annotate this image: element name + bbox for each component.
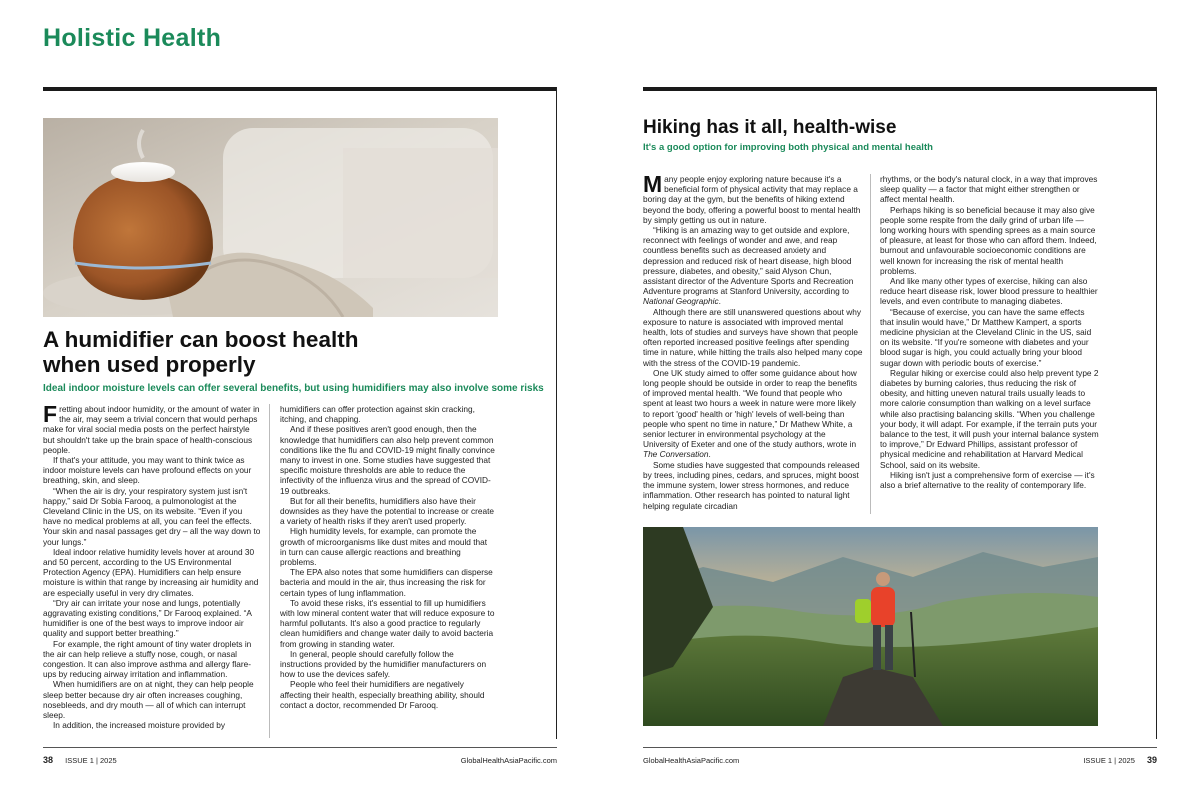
left-top-rule — [43, 87, 557, 91]
left-col2-para-7: In general, people should carefully follow the instructions provided by the humidifier manufacturers on how to use the devices safely. — [280, 648, 487, 680]
left-col1-para-1-text: retting about indoor humidity, or the amount of water in the air, may seem a trivial concern that would perhaps make for viral social media posts on the perfect hairstyle but shouldn't take up the brain space of health-conscious people. — [43, 404, 260, 455]
left-site-url: GlobalHealthAsiaPacific.com — [460, 756, 557, 765]
right-col1-para-5: Some studies have suggested that compounds released by trees, including pines, cedars, and spruces, might boost the immune system, lower stress hormones, and reduce inflammation. Other research has pointed to natural light helping regulate circadian — [643, 459, 860, 511]
left-col2-para-8: People who feel their humidifiers are negatively affecting their health, especially breathing ability, should contact a doctor, recommended Dr Farooq. — [280, 679, 485, 710]
left-issue-label: ISSUE 1 | 2025 — [65, 756, 117, 765]
left-column-divider — [269, 404, 270, 738]
left-col2-para-2: And if these positives aren't good enough, then the knowledge that humidifiers can also help prevent common conditions like the flu and COVID-19 might finally convince many to invest in one. Some studies have suggested that specific moisture thresholds are able to reduce the infectivity of the influenza virus and the spread of COVID-19 outbreaks. — [280, 424, 495, 496]
right-col1-para-2-end: . — [718, 296, 721, 307]
right-col1-para-4-text: One UK study aimed to offer some guidance about how long people should be outside in order to reap the benefits of improved mental health. “We found that people who spent at least two hours a week in nature were more likely to report 'good' health or 'high' levels of well-being than people who spent no time in nature,” Dr Mathew White, a senior lecturer in environmental psychology at the University of Exeter and one of the study authors, wrote in — [643, 367, 858, 450]
right-article-title: Hiking has it all, health-wise — [643, 117, 897, 138]
right-site-url: GlobalHealthAsiaPacific.com — [643, 756, 740, 765]
left-col1-para-4: Ideal indoor relative humidity levels hover at around 30 and 50 percent, according to the US Environmental Protection Agency (EPA). Humidifiers can help ensure moisture is within that range by increasing air humidity and are especially useful in very dry climates. — [43, 546, 259, 598]
right-col1-para-4-end: . — [708, 449, 711, 460]
left-col2-para-6: To avoid these risks, it's essential to fill up humidifiers with low mineral content water that will reduce exposure to harmful pollutants. It's also a good practice to regularly clean humidifiers and change water daily to avoid bacteria from growing in standing water. — [280, 597, 495, 649]
left-col1-para-3: “When the air is dry, your respiratory system just isn't happy,” said Dr Sobia Farooq, a pulmonologist at the Cleveland Clinic in the US, on its website. “Even if you have no medical problems at all, you can feel the effects. Your skin and nasal passages get dry – all the way down to your lungs.” — [43, 485, 261, 547]
right-col1-para-4 — [643, 368, 863, 460]
left-vertical-rule — [556, 87, 557, 739]
right-col2-para-2: Perhaps hiking is so beneficial because it may also give people some respite from the daily grind of urban life — long working hours with spending sprees as a main source of pleasure, at least for those who can afford them. Indeed, burnout and unfavourable socioeconomic conditions are well known for increasing the risk of mental health problems. — [880, 204, 1097, 276]
right-dropcap: M — [643, 171, 663, 197]
right-col2-para-4: “Because of exercise, you can have the same effects that insulin would have,” Dr Matthew Kampert, a sports medicine physician at the Cleveland Clinic in the US, said on its website. “If you're someone with diabetes and your blood sugar is high, you could actually bring your blood sugar down with periodic bouts of exercise.” — [880, 306, 1092, 368]
right-vertical-rule — [1156, 87, 1157, 739]
hiker-photo — [643, 527, 1098, 726]
left-column-1 — [43, 401, 261, 731]
section-title: Holistic Health — [43, 24, 222, 52]
left-col2-para-3: But for all their benefits, humidifiers also have their downsides as they have the potential to increase or create a variety of health risks if they aren't used properly. — [280, 495, 495, 527]
left-col1-para-6: For example, the right amount of tiny water droplets in the air can help relieve a stuffy nose, cough, or nasal congestion. It can also improve asthma and allergy flare-ups by reducing airway irritation and inflammation. — [43, 638, 252, 680]
right-column-divider — [870, 174, 871, 514]
left-col2-para-1: humidifiers can offer protection against skin cracking, itching, and chapping. — [280, 404, 475, 425]
right-top-rule — [643, 87, 1157, 91]
left-col2-para-5: The EPA also notes that some humidifiers can disperse bacteria and mould in the air, thus increasing the risk for certain types of lung inflammation. — [280, 567, 493, 598]
left-article-title — [43, 327, 543, 378]
left-col2-para-4: High humidity levels, for example, can promote the growth of microorganisms like dust mites and mould that in turn can cause allergic reactions and breathing problems. — [280, 526, 488, 568]
right-col2-para-5: Regular hiking or exercise could also help prevent type 2 diabetes by burning calories, thus reducing the risk of obesity, and hitting uneven natural trails usually leads to more calorie consumption than walking on a level surface while also practising balancing skills. “When you challenge your body, it will adapt. For example, if the terrain puts your balance to the test, it will push your internal balance system to improve,” Dr Edward Phillips, assistant professor of physical medicine and rehabilitation at Harvard Medical School, said on its website. — [880, 367, 1099, 470]
right-col1-para-3: Although there are still unanswered questions about why exposure to nature is associated with improved mental health, lots of studies and surveys have shown that people often reported increased positive feelings after spending time in nature, while hitting the trails also helped many cope with the stress of the COVID-19 pandemic. — [643, 306, 863, 368]
left-col1-para-5: “Dry air can irritate your nose and lungs, potentially aggravating existing conditions,” Dr Farooq explained. “A humidifier is one of the best ways to improve indoor air quality and support better breathing.” — [43, 597, 252, 639]
right-col2-para-6: Hiking isn't just a comprehensive form of exercise — it's also a brief alternative to the reality of contemporary life. — [880, 469, 1095, 491]
left-dropcap: F — [43, 401, 58, 427]
left-page-number: 38 — [43, 755, 54, 765]
right-article-deck: It's a good option for improving both physical and mental health — [643, 142, 933, 153]
right-col1-para-1-text: any people enjoy exploring nature because it's a beneficial form of physical activity that may replace a boring day at the gym, but the benefits of hiking extend beyond the body, offering a powerful boost to mental health by simply getting us out in nature. — [643, 174, 861, 225]
left-col1-para-2: If that's your attitude, you may want to think twice as indoor moisture levels can have profound effects on your breathing, skin, and sleep. — [43, 455, 252, 486]
left-column-2 — [280, 404, 495, 710]
right-issue-label: ISSUE 1 | 2025 — [1083, 756, 1135, 765]
humidifier-photo — [43, 118, 498, 317]
right-footer-meta — [1083, 755, 1157, 765]
right-column-1 — [643, 171, 863, 511]
left-footer — [43, 755, 557, 765]
left-article-deck: Ideal indoor moisture levels can offer several benefits, but using humidifiers may also involve some risks — [43, 383, 544, 394]
left-title-line-1: A humidifier can boost health — [43, 327, 359, 352]
right-col1-para-2 — [643, 225, 863, 307]
right-col2-para-1: rhythms, or the body's natural clock, in a way that improves sleep quality — a factor that might either strengthen or affect mental health. — [880, 174, 1098, 205]
right-footer-rule — [643, 747, 1157, 748]
right-col2-para-3: And like many other types of exercise, hiking can also reduce heart disease risk, lower blood pressure to healthier levels, and even contribute to managing diabetes. — [880, 276, 1098, 307]
right-col1-para-2-source: National Geographic — [643, 296, 719, 307]
right-col1-para-1 — [643, 171, 863, 225]
left-col1-para-7: When humidifiers are on at night, they can help people sleep better because dry air often increases coughing, nosebleeds, and dry mouth — all of which can interrupt sleep. — [43, 679, 254, 721]
right-col1-para-2-text: “Hiking is an amazing way to get outside and explore, reconnect with feelings of wonder and awe, and reap countless benefits such as decreased anxiety and depression and reduced risk of heart disease, high blood pressure, diabetes, and obesity,” said Alyson Chun, assistant director of the Adventure Sports and Recreation Adventure programs at Stanford University, according to — [643, 225, 854, 297]
right-col1-para-4-source: The Conversation — [643, 449, 709, 460]
left-title-line-2: when used properly — [43, 352, 256, 378]
right-page-number: 39 — [1146, 755, 1157, 765]
right-column-2 — [880, 174, 1100, 490]
left-footer-rule — [43, 747, 557, 748]
left-col1-para-1 — [43, 401, 261, 455]
left-col1-para-8: In addition, the increased moisture provided by — [53, 720, 226, 731]
